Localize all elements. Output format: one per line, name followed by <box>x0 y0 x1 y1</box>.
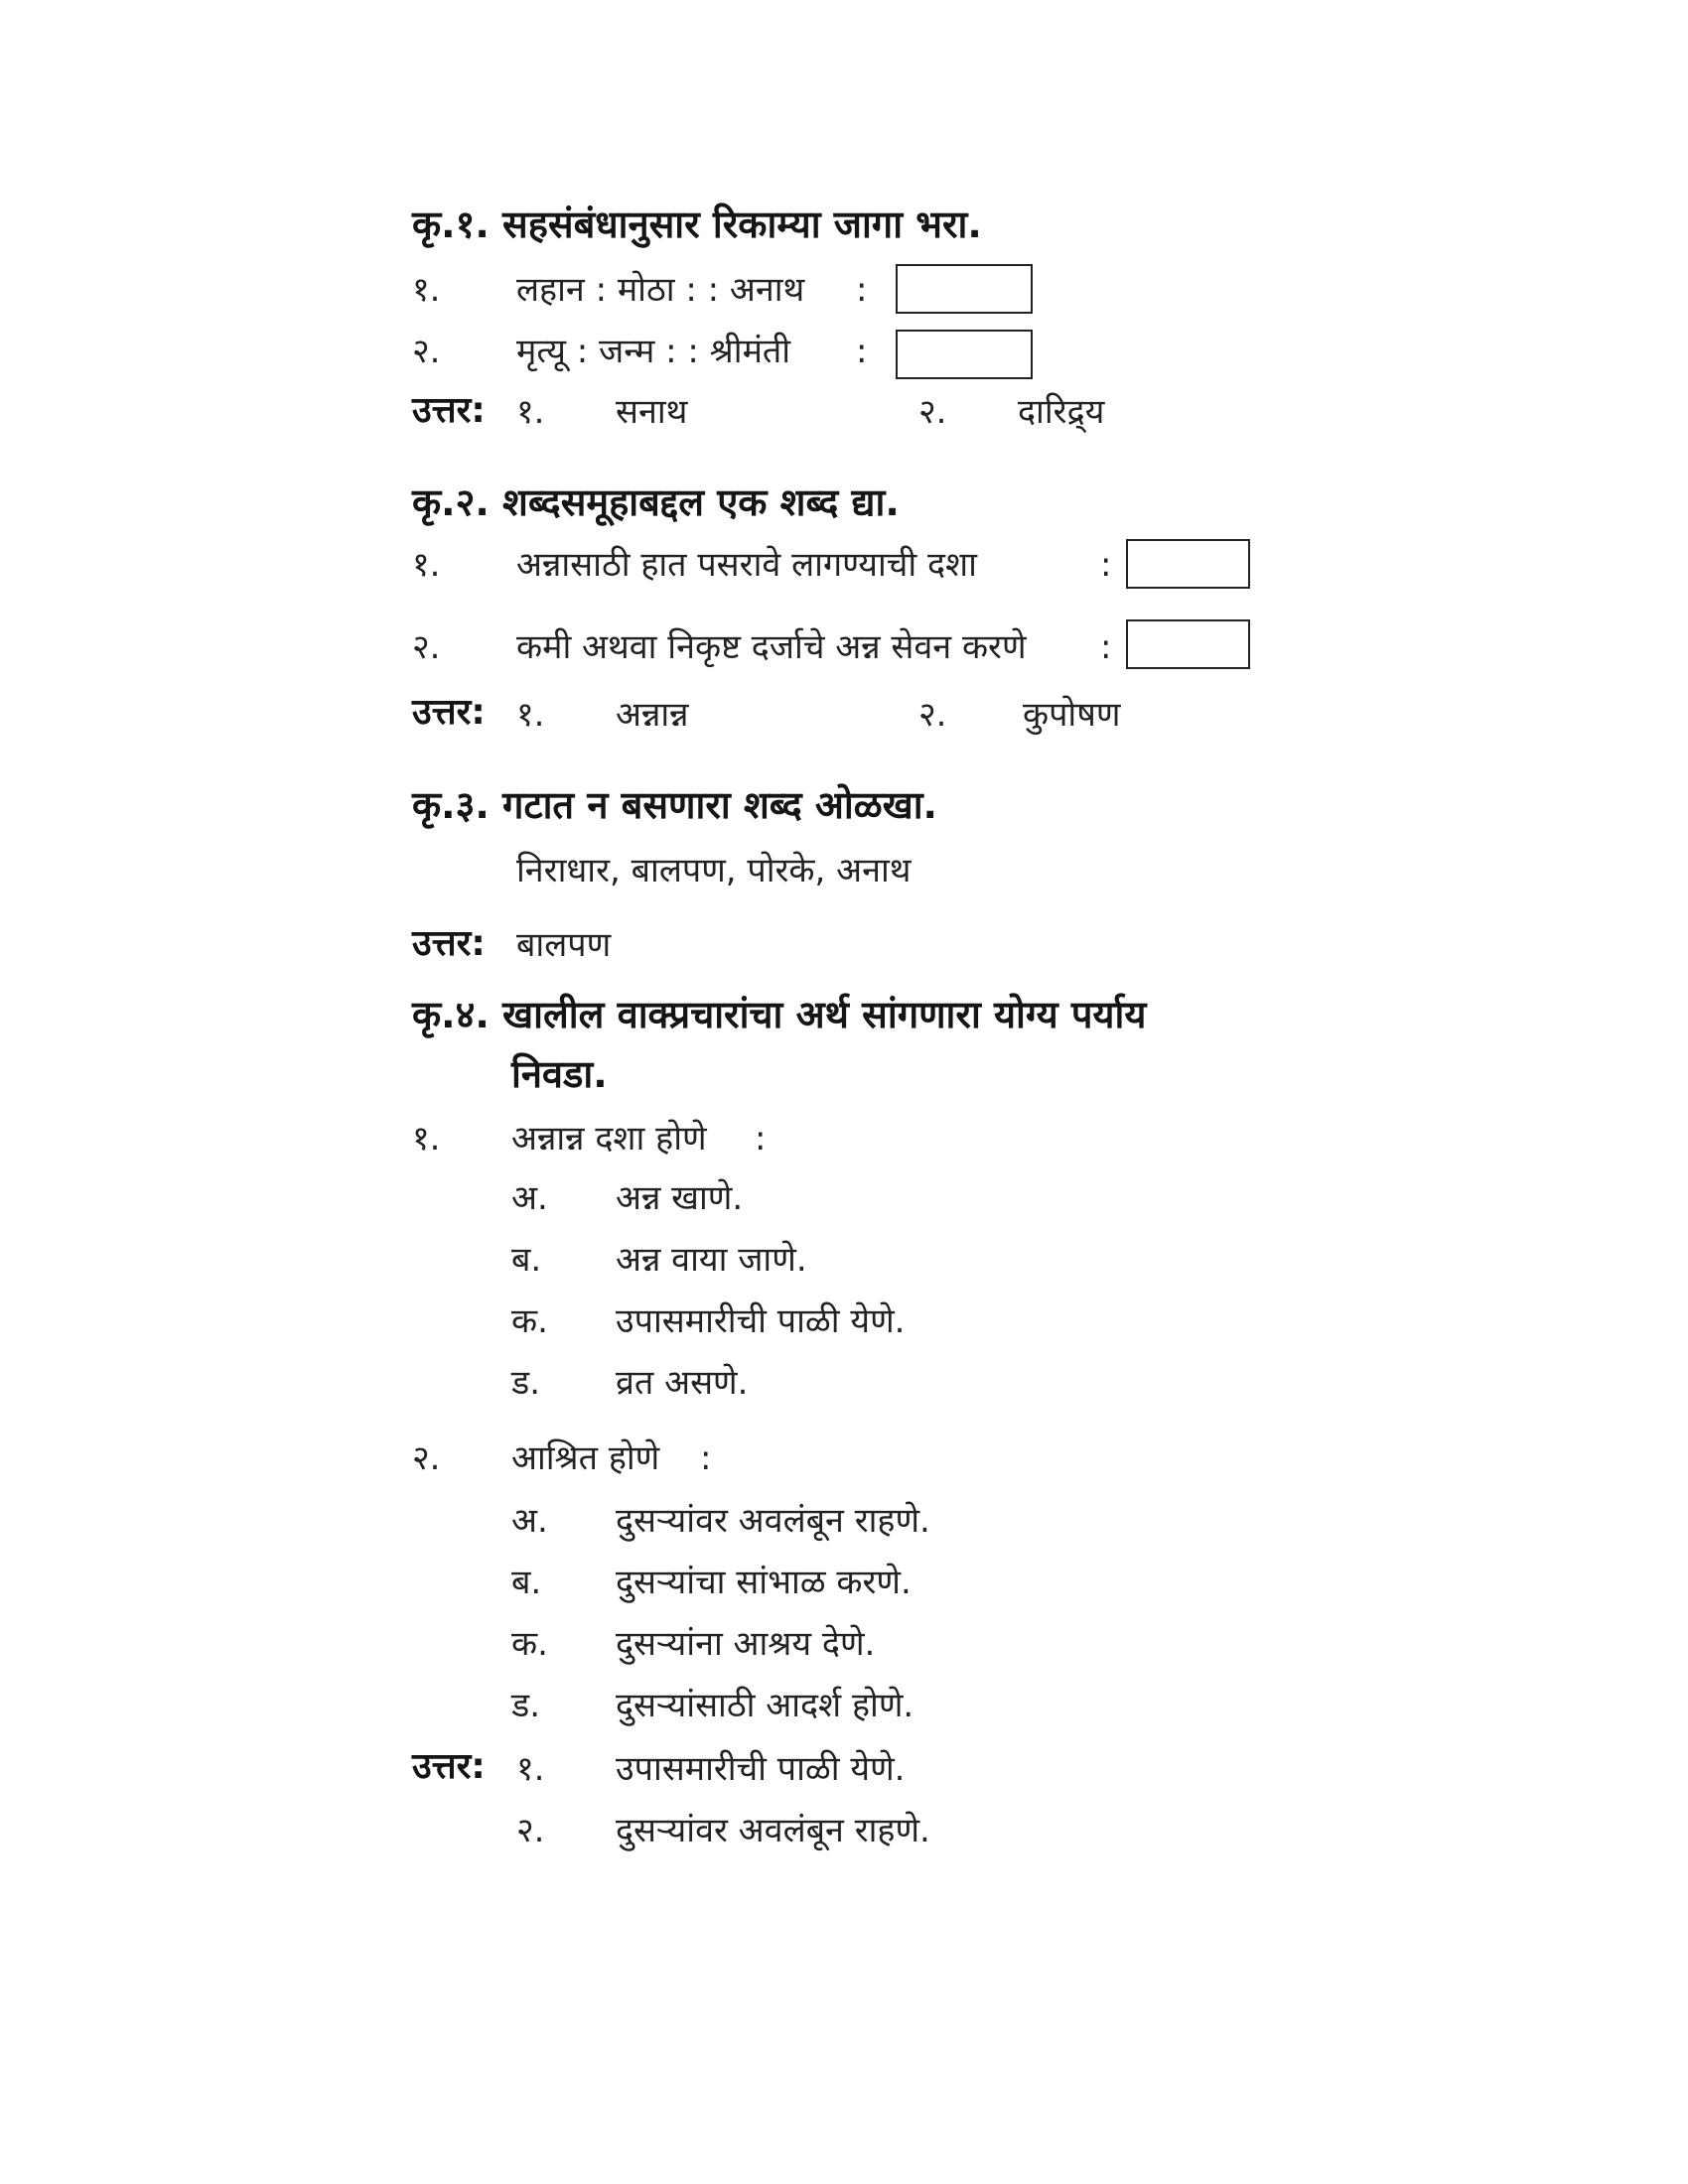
q1-heading: कृ.१. सहसंबंधानुसार रिकाम्या जागा भरा. <box>412 203 982 246</box>
q4-item-2-option-d-text: दुसऱ्यांसाठी आदर्श होणे. <box>616 1686 914 1725</box>
q3-word-group: निराधार, बालपण, पोरके, अनाथ <box>516 851 912 890</box>
q2-answer-2-text: कुपोषण <box>1023 695 1121 735</box>
q1-item-2-text: मृत्यू : जन्म : : श्रीमंती <box>516 332 791 371</box>
q1-item-1-number: १. <box>412 270 441 310</box>
q4-item-2-option-a-text: दुसऱ्यांवर अवलंबून राहणे. <box>616 1501 930 1541</box>
q4-answer-1-text: उपासमारीची पाळी येणे. <box>616 1749 906 1789</box>
q4-item-1-option-b-key: ब. <box>511 1240 542 1280</box>
q1-answer-2-text: दारिद्र्य <box>1018 392 1105 432</box>
q4-item-1-option-b-text: अन्न वाया जाणे. <box>616 1240 807 1280</box>
q4-item-2-option-c-text: दुसऱ्यांना आश्रय देणे. <box>616 1624 876 1664</box>
q2-answer-1-text: अन्नान्न <box>616 695 689 735</box>
q2-item-2-text: कमी अथवा निकृष्ट दर्जाचे अन्न सेवन करणे <box>516 627 1027 667</box>
q1-item-2-answer-box[interactable] <box>896 330 1033 379</box>
q4-item-1-option-a-text: अन्न खाणे. <box>616 1178 744 1218</box>
q1-answer-2-number: २. <box>918 392 947 432</box>
q4-answer-1-number: १. <box>516 1749 545 1789</box>
q4-item-1-option-c-key: क. <box>511 1301 548 1341</box>
q4-item-2-option-d-key: ड. <box>511 1686 540 1725</box>
q4-item-2-number: २. <box>412 1438 441 1478</box>
q4-item-1-option-d-key: ड. <box>511 1363 540 1403</box>
q4-item-2-option-b-text: दुसऱ्यांचा सांभाळ करणे. <box>616 1563 912 1602</box>
q4-heading-line-1: कृ.४. खालील वाक्प्रचारांचा अर्थ सांगणारा योग्य पर्याय <box>412 993 1147 1036</box>
q3-answer-text: बालपण <box>516 925 612 965</box>
q4-item-2-text: आश्रित होणे <box>511 1438 660 1478</box>
q1-item-1-text: लहान : मोठा : : अनाथ <box>516 270 805 310</box>
q1-answer-label: उत्तर: <box>412 390 486 431</box>
q4-item-1-option-a-key: अ. <box>511 1178 548 1218</box>
q4-item-1-colon: : <box>755 1119 767 1159</box>
q4-item-2-colon: : <box>700 1438 712 1478</box>
q4-answer-2-text: दुसऱ्यांवर अवलंबून राहणे. <box>616 1811 930 1850</box>
q2-heading: कृ.२. शब्दसमूहाबद्दल एक शब्द द्या. <box>412 480 900 524</box>
q2-item-2-number: २. <box>412 627 441 667</box>
q1-item-2-colon: : <box>856 332 868 371</box>
q2-item-1-colon: : <box>1100 545 1112 585</box>
q4-heading-line-2: निवडा. <box>511 1052 608 1096</box>
q1-item-2-number: २. <box>412 332 441 371</box>
q2-item-1-answer-box[interactable] <box>1126 539 1250 589</box>
q3-answer-label: उत्तर: <box>412 923 486 964</box>
q2-item-1-text: अन्नासाठी हात पसरावे लागण्याची दशा <box>516 545 977 585</box>
q2-answer-label: उत्तर: <box>412 692 486 733</box>
q4-item-1-option-c-text: उपासमारीची पाळी येणे. <box>616 1301 906 1341</box>
q1-item-1-answer-box[interactable] <box>896 264 1033 314</box>
q4-item-2-option-b-key: ब. <box>511 1563 542 1602</box>
q2-answer-1-number: १. <box>516 695 545 735</box>
q1-answer-1-text: सनाथ <box>616 392 688 432</box>
q4-item-1-number: १. <box>412 1119 441 1159</box>
q2-item-2-colon: : <box>1100 627 1112 667</box>
q3-heading: कृ.३. गटात न बसणारा शब्द ओळखा. <box>412 783 937 827</box>
q1-item-1-colon: : <box>856 270 868 310</box>
q1-answer-1-number: १. <box>516 392 545 432</box>
q4-item-1-option-d-text: व्रत असणे. <box>616 1363 749 1403</box>
q2-item-1-number: १. <box>412 545 441 585</box>
q4-item-2-option-a-key: अ. <box>511 1501 548 1541</box>
q4-item-2-option-c-key: क. <box>511 1624 548 1664</box>
q2-answer-2-number: २. <box>918 695 947 735</box>
q4-answer-label: उत्तर: <box>412 1746 486 1787</box>
q2-item-2-answer-box[interactable] <box>1126 619 1250 669</box>
q4-answer-2-number: २. <box>516 1811 545 1850</box>
q4-item-1-text: अन्नान्न दशा होणे <box>511 1119 707 1159</box>
